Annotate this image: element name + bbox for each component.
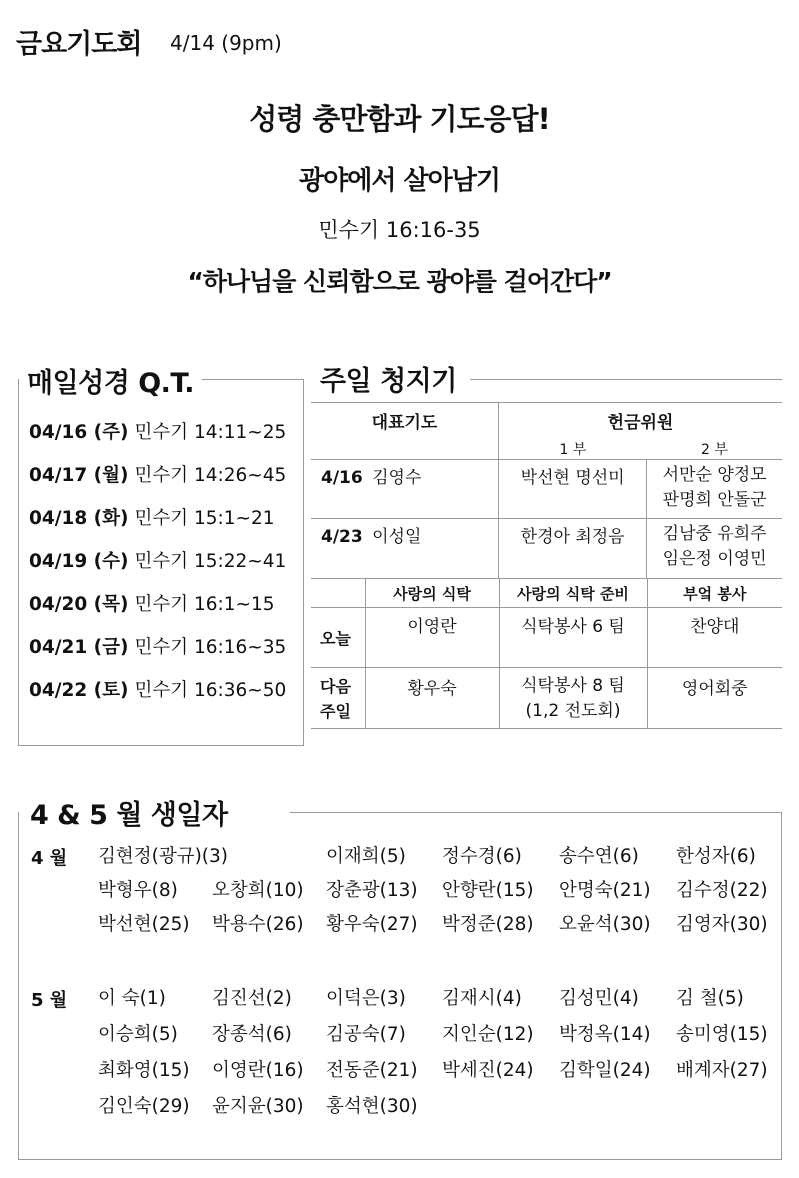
birthday-name: 오윤석(30) [559,914,651,935]
qt-row [29,676,286,702]
steward-date-prayer [311,519,499,579]
birthday-section-title: 4 & 5 월 생일자 [30,793,236,832]
birthday-name: 김진선(2) [212,988,292,1009]
sermon-subtitle: 광야에서 살아남기 [299,166,500,196]
birthday-name: 정수경(6) [442,846,522,867]
steward-date-prayer [311,460,499,519]
qt-box [18,379,304,746]
birthday-name: 이재희(5) [326,846,406,867]
qt-date: 04/16 (주) [29,422,129,443]
next-prep-line: (1,2 전도회) [525,701,621,721]
meal-prep-header: 사랑의 식탁 준비 [499,579,647,608]
qt-reference: 민수기 14:26~45 [134,465,287,486]
birthday-name: 장종석(6) [212,1024,292,1045]
birthday-name: 안명숙(21) [559,880,651,901]
qt-section-title: 매일성경 Q.T. [27,361,202,400]
birthday-name: 한성자(6) [676,846,756,867]
steward-row [311,519,782,579]
birthday-name: 김성민(4) [559,988,639,1009]
offering-part2: 2 부 [701,442,728,458]
qt-row [29,547,286,573]
next-label-line: 다음 [320,677,351,696]
birthday-name: 김영자(30) [676,914,768,935]
birthday-name: 김 철(5) [676,988,744,1009]
qt-row [29,461,286,487]
birthday-name: 송수연(6) [559,846,639,867]
next-label [311,668,365,729]
birthday-name: 김학일(24) [559,1060,651,1081]
today-prep: 식탁봉사 6 팀 [499,608,647,668]
birthday-name: 홍석현(30) [326,1096,418,1117]
prayer-header: 대표기도 [311,403,499,460]
qt-date: 04/18 (화) [29,508,129,529]
steward-prayer: 김영수 [372,468,422,488]
birthday-name: 김재시(4) [442,988,522,1009]
qt-date: 04/22 (토) [29,680,129,701]
next-meal: 황우숙 [365,668,499,729]
birthday-name: 이영란(16) [212,1060,304,1081]
sermon-quote: “하나님을 신뢰함으로 광야를 걸어간다” [187,267,612,296]
sunday-title-rule [470,379,782,380]
steward-part2-line: 서만순 양정모 [662,465,767,485]
birthday-name: 장춘광(13) [326,880,418,901]
qt-row [29,418,286,444]
qt-reference: 민수기 16:1~15 [134,594,275,615]
qt-reference: 민수기 16:16~35 [134,637,287,658]
qt-reference: 민수기 16:36~50 [134,680,287,701]
header-date: 4/14 (9pm) [170,31,282,55]
birthday-name: 전동준(21) [326,1060,418,1081]
qt-date: 04/19 (수) [29,551,129,572]
sermon-scripture: 민수기 16:16-35 [318,218,481,242]
sunday-table-meal [311,578,782,729]
birthday-name: 이덕은(3) [326,988,406,1009]
steward-prayer: 이성일 [372,527,422,547]
qt-row [29,590,275,616]
meal-header: 사랑의 식탁 [365,579,499,608]
offering-header-cell [499,403,783,460]
qt-reference: 민수기 14:11~25 [134,422,287,443]
qt-date: 04/21 (금) [29,637,129,658]
birthday-name: 김현정(광규)(3) [98,846,228,867]
sunday-section-title: 주일 청지기 [320,359,465,398]
qt-row [29,633,286,659]
birthday-box [18,812,782,1160]
qt-date: 04/17 (월) [29,465,129,486]
qt-reference: 민수기 15:22~41 [134,551,287,572]
birthday-name: 안향란(15) [442,880,534,901]
birthday-name: 송미영(15) [676,1024,768,1045]
birthday-name: 박형우(8) [98,880,178,901]
next-row [311,668,782,729]
birthday-name: 황우숙(27) [326,914,418,935]
today-meal: 이영란 [365,608,499,668]
qt-row [29,504,275,530]
birthday-name: 박세진(24) [442,1060,534,1081]
steward-date: 4/16 [321,468,363,488]
offering-parts [499,439,782,459]
birthday-name: 박정준(28) [442,914,534,935]
birthday-name: 박정옥(14) [559,1024,651,1045]
steward-part2 [647,519,782,579]
birthday-name: 윤지윤(30) [212,1096,304,1117]
qt-reference: 민수기 15:1~21 [134,508,275,529]
birthday-name: 이 숙(1) [98,988,166,1009]
steward-date: 4/23 [321,527,363,547]
sermon-title: 성령 충만함과 기도응답! [249,102,550,136]
steward-part1: 한경아 최정음 [499,519,647,579]
sunday-table-top [311,402,782,579]
birthday-name: 김인숙(29) [98,1096,190,1117]
kitchen-header: 부엌 봉사 [647,579,782,608]
today-label: 오늘 [311,608,365,668]
today-row [311,608,782,668]
next-kitchen: 영어회중 [647,668,782,729]
next-label-line: 주일 [320,702,351,721]
april-label: 4 월 [31,848,68,869]
birthday-name: 배계자(27) [676,1060,768,1081]
birthday-name: 지인순(12) [442,1024,534,1045]
birthday-name: 최화영(15) [98,1060,190,1081]
offering-part1: 1 부 [559,442,587,458]
steward-part2-line: 판명희 안돌군 [662,490,767,510]
next-prep-line: 식탁봉사 8 팀 [521,676,625,696]
birthday-name: 김수정(22) [676,880,768,901]
steward-part2-line: 김남중 유희주 [662,524,767,544]
birthday-name: 김공숙(7) [326,1024,406,1045]
steward-part1: 박선현 명선미 [499,460,647,519]
meal-corner [311,579,365,608]
qt-date: 04/20 (목) [29,594,129,615]
steward-part2-line: 임은정 이영민 [662,549,767,569]
header-title: 금요기도회 [16,29,142,60]
may-label: 5 월 [31,990,68,1011]
steward-part2 [647,460,782,519]
birthday-name: 박선현(25) [98,914,190,935]
next-prep [499,668,647,729]
birthday-name: 이승희(5) [98,1024,178,1045]
birthday-name: 오창희(10) [212,880,304,901]
today-kitchen: 찬양대 [647,608,782,668]
birthday-name: 박용수(26) [212,914,304,935]
steward-row [311,460,782,519]
offering-header: 헌금위원 [607,413,674,433]
